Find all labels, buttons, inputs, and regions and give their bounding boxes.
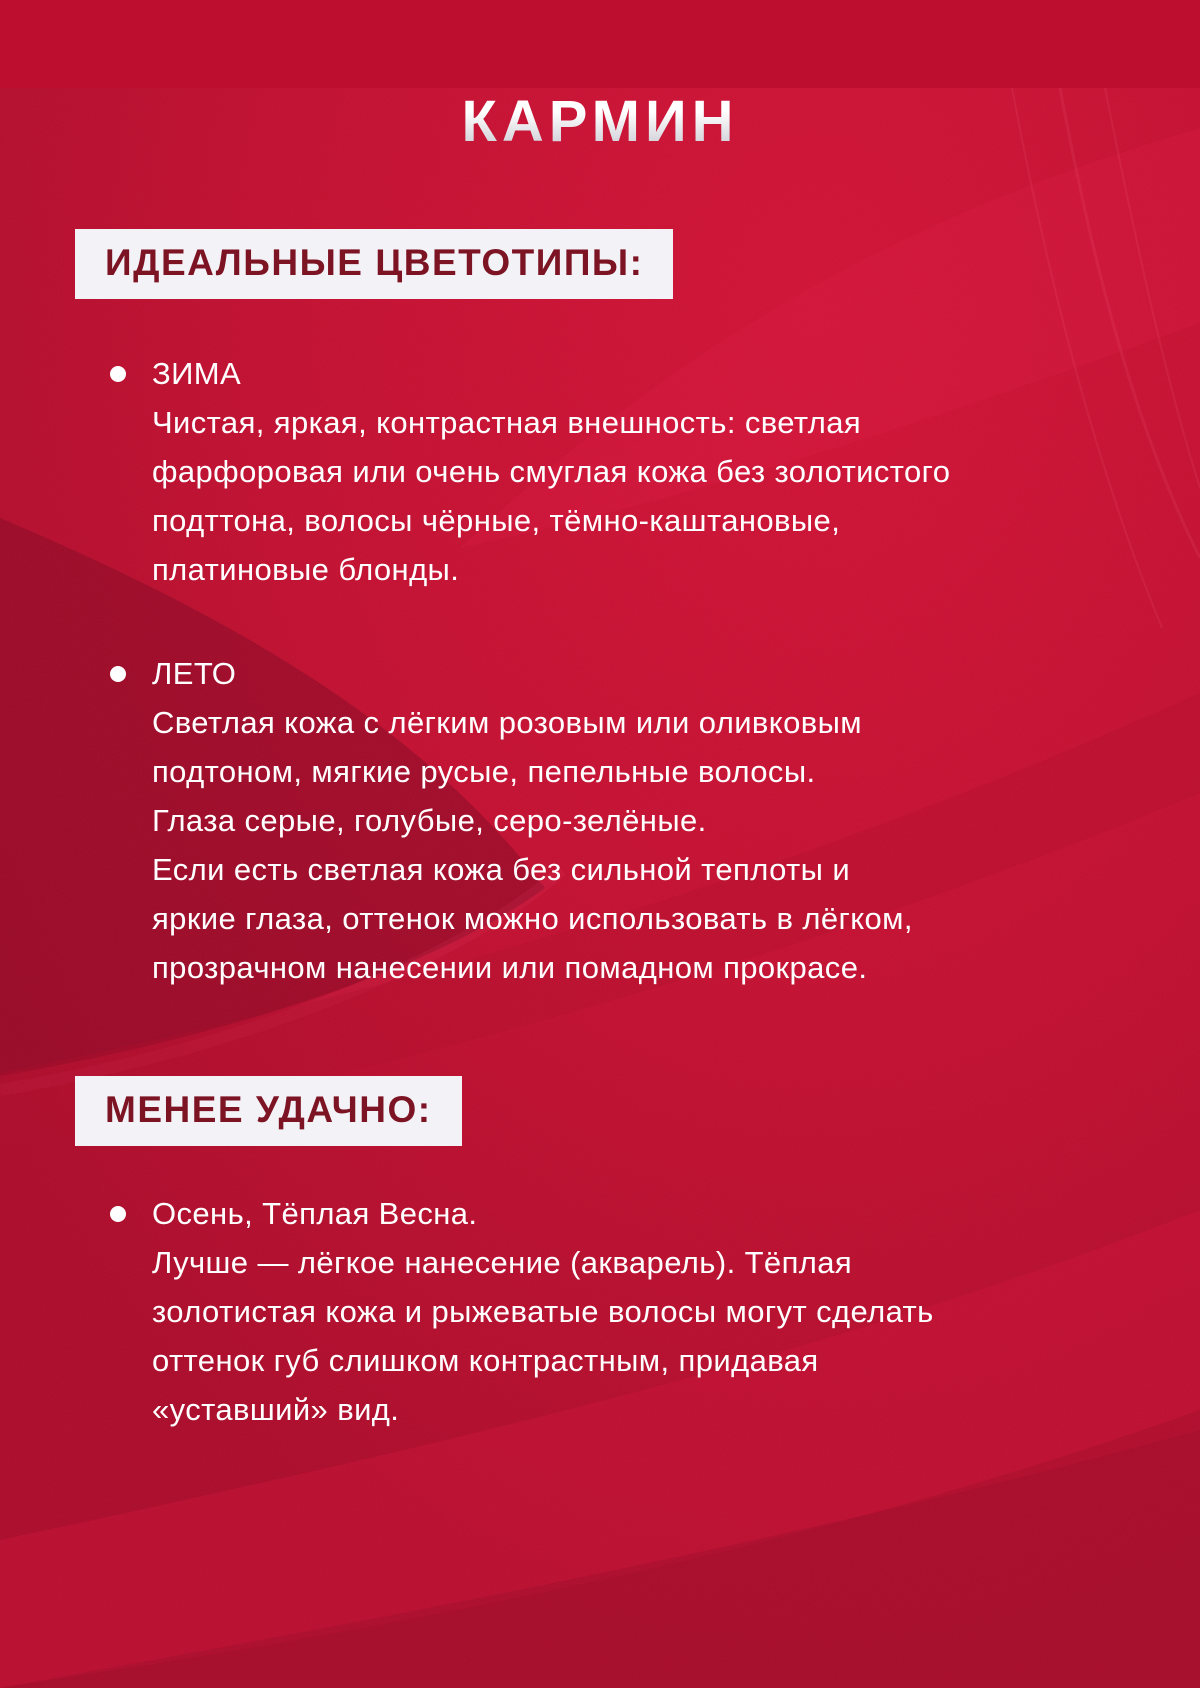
item-text-line: Лучше — лёгкое нанесение (акварель). Тёплая [152, 1245, 853, 1280]
section-header: МЕНЕЕ УДАЧНО: [75, 1076, 462, 1146]
item-text-line: Если есть светлая кожа без сильной теплоты и [152, 852, 851, 887]
item-lead: Осень, Тёплая Весна. [152, 1196, 478, 1231]
bullet-list [0, 1189, 1200, 1434]
list-item [110, 649, 1150, 992]
item-text-line: Глаза серые, голубые, серо-зелёные. [152, 803, 707, 838]
item-text-line: золотистая кожа и рыжеватые волосы могут сделать [152, 1294, 934, 1329]
sections-container [0, 155, 1200, 1434]
item-text-line: подтоном, мягкие русые, пепельные волосы. [152, 754, 816, 789]
item-text-line: платиновые блонды. [152, 552, 460, 587]
item-text-line: оттенок губ слишком контрастным, придавая [152, 1343, 819, 1378]
item-text-line: «уставший» вид. [152, 1392, 400, 1427]
item-text-line: яркие глаза, оттенок можно использовать в лёгком, [152, 901, 913, 936]
item-lead: ЛЕТО [152, 656, 237, 691]
bullet-icon [110, 666, 126, 682]
item-text-line: Светлая кожа с лёгким розовым или оливковым [152, 705, 863, 740]
list-item [110, 349, 1150, 594]
list-item [110, 1189, 1150, 1434]
item-text-line: фарфоровая или очень смуглая кожа без золотистого [152, 454, 951, 489]
bullet-icon [110, 366, 126, 382]
item-text-line: прозрачном нанесении или помадном прокрасе. [152, 950, 868, 985]
section [0, 155, 1200, 992]
bullet-list [0, 349, 1200, 992]
item-lead: ЗИМА [152, 356, 242, 391]
page-title: КАРМИН [0, 88, 1200, 155]
section-header: ИДЕАЛЬНЫЕ ЦВЕТОТИПЫ: [75, 229, 673, 299]
section [0, 992, 1200, 1434]
bullet-icon [110, 1206, 126, 1222]
infographic-card [0, 88, 1200, 1434]
item-text-line: подттона, волосы чёрные, тёмно-каштановые, [152, 503, 841, 538]
item-text-line: Чистая, яркая, контрастная внешность: светлая [152, 405, 862, 440]
